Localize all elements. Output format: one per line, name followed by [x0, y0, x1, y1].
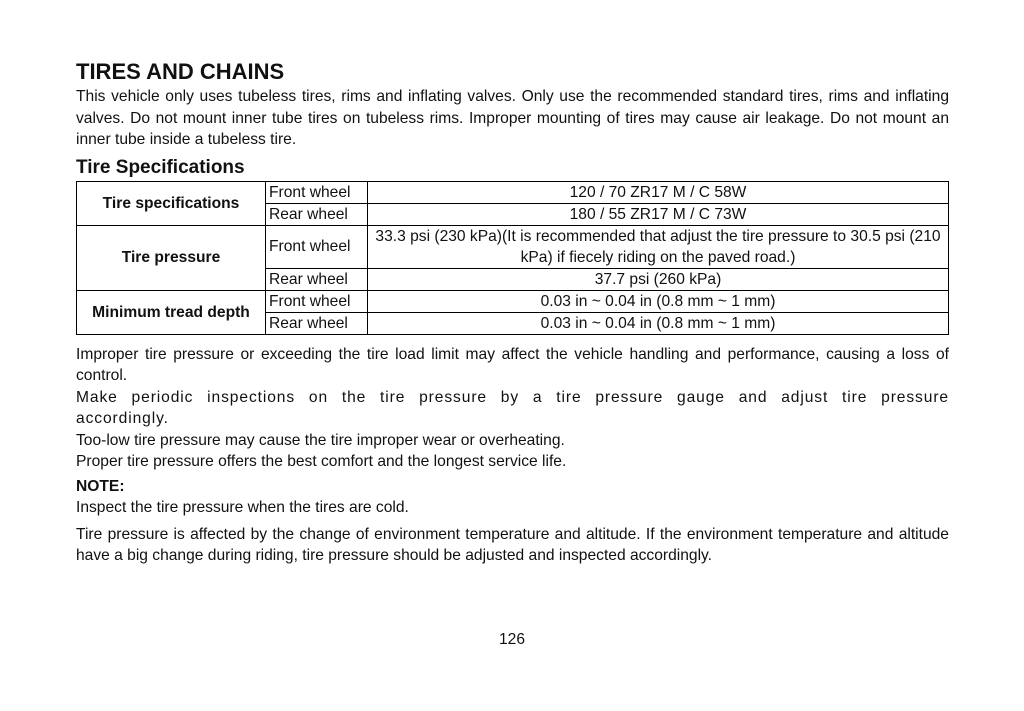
environment-paragraph: Tire pressure is affected by the change of environment temperature and altitude. If the environment temperature and altitude have a big change during riding, tire pressure should be adjusted and inspected accordingly. [76, 525, 949, 564]
tire-specifications-table [76, 181, 949, 335]
tire-specifications-heading: Tire Specifications [76, 156, 245, 178]
proper-pressure-paragraph: Proper tire pressure offers the best comfort and the longest service life. [76, 453, 567, 470]
front-tire-pressure: 33.3 psi (230 kPa)(It is recommended that adjust the tire pressure to 30.5 psi (210 kPa) if fiecely riding on the paved road.) [368, 225, 949, 268]
tire-pressure-label: Tire pressure [77, 225, 266, 290]
front-tire-size: 120 / 70 ZR17 M / C 58W [368, 181, 949, 203]
low-pressure-paragraph: Too-low tire pressure may cause the tire improper wear or overheating. [76, 431, 565, 449]
wheel-label: Front wheel [266, 181, 368, 203]
rear-tire-pressure: 37.7 psi (260 kPa) [368, 268, 949, 290]
intro-paragraph: This vehicle only uses tubeless tires, rims and inflating valves. Only use the recommended standard tires, rims and inflating valves. Do not mount inner tube tires on tubeless rims. Improper mounting of tires may cause air leakage. Do not mount an inner tube inside a tubeless tire. [76, 88, 949, 148]
table-row [77, 181, 949, 203]
minimum-tread-depth-label: Minimum tread depth [77, 290, 266, 334]
table-row [77, 290, 949, 312]
tire-specifications-label: Tire specifications [77, 181, 266, 225]
wheel-label: Front wheel [266, 225, 368, 268]
wheel-label: Rear wheel [266, 268, 368, 290]
pressure-warning-paragraph: Improper tire pressure or exceeding the tire load limit may affect the vehicle handling and performance, causing a loss of control. [76, 345, 949, 384]
note-text: Inspect the tire pressure when the tires are cold. [76, 499, 409, 516]
page-number: 126 [498, 631, 526, 648]
wheel-label: Rear wheel [266, 312, 368, 334]
note-title: NOTE: [76, 477, 125, 495]
section-title: TIRES AND CHAINS [76, 59, 285, 84]
inspection-paragraph: Make periodic inspections on the tire pressure by a tire pressure gauge and adjust tire pressure accordingly. [76, 388, 949, 427]
table-row [77, 225, 949, 268]
rear-tread-depth: 0.03 in ~ 0.04 in (0.8 mm ~ 1 mm) [368, 312, 949, 334]
wheel-label: Rear wheel [266, 203, 368, 225]
rear-tire-size: 180 / 55 ZR17 M / C 73W [368, 203, 949, 225]
front-tread-depth: 0.03 in ~ 0.04 in (0.8 mm ~ 1 mm) [368, 290, 949, 312]
manual-page [76, 58, 949, 567]
wheel-label: Front wheel [266, 290, 368, 312]
